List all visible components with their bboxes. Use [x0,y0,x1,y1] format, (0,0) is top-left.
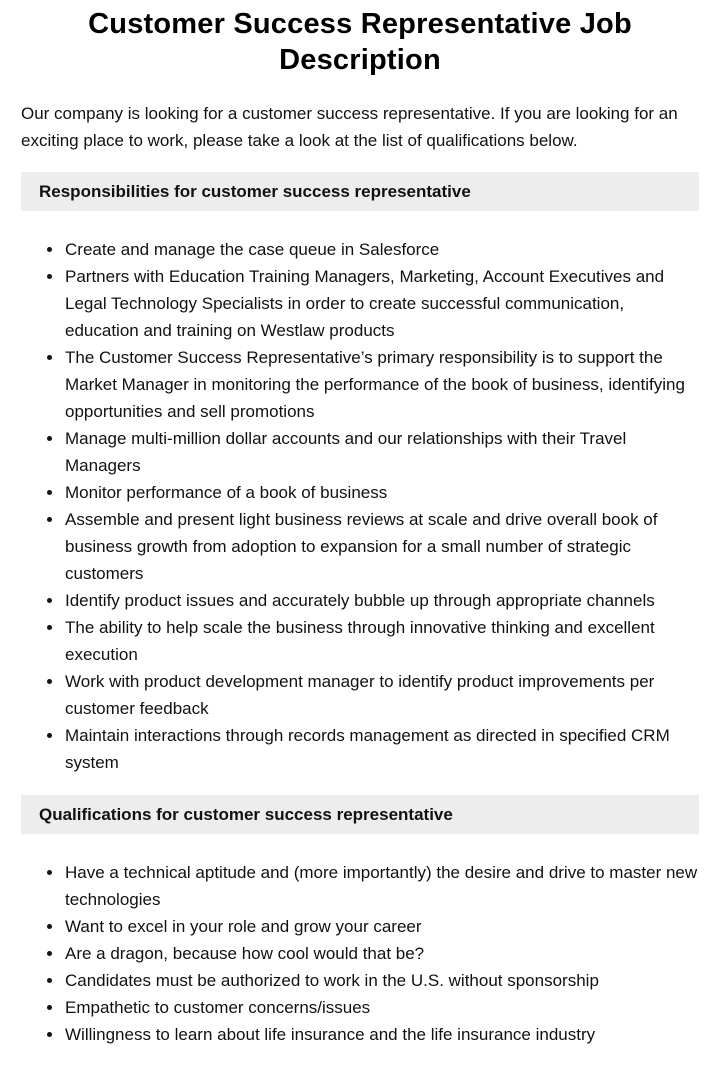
section-heading: Qualifications for customer success representative [21,795,699,834]
section-qualifications [21,795,699,1048]
list-item: • Work with product development manager to identify product improvements per customer feedback [64,668,699,722]
list-item: • Empathetic to customer concerns/issues [64,994,699,1021]
job-description-page [0,6,720,1048]
list-item: • Maintain interactions through records management as directed in specified CRM system [64,722,699,776]
list-item: • Identify product issues and accurately bubble up through appropriate channels [64,587,699,614]
list-item: • Manage multi-million dollar accounts and our relationships with their Travel Managers [64,425,699,479]
list-item: • Monitor performance of a book of business [64,479,699,506]
page-title: Customer Success Representative Job Description [88,8,632,76]
bullet-list [21,859,699,1048]
list-item: • Partners with Education Training Managers, Marketing, Account Executives and Legal Technology Specialists in order to create successful communication, education and training on Westlaw products [64,263,699,344]
list-item: • Create and manage the case queue in Salesforce [64,236,699,263]
list-item: • Assemble and present light business reviews at scale and drive overall book of business growth from adoption to expansion for a small number of strategic customers [64,506,699,587]
list-item: • Candidates must be authorized to work in the U.S. without sponsorship [64,967,699,994]
section-responsibilities [21,172,699,776]
list-item: • Are a dragon, because how cool would that be? [64,940,699,967]
list-item: • Willingness to learn about life insurance and the life insurance industry [64,1021,699,1048]
sections-container [21,172,699,1048]
list-item: • The Customer Success Representative’s primary responsibility is to support the Market Manager in monitoring the performance of the book of business, identifying opportunities and sell promotions [64,344,699,425]
list-item: • The ability to help scale the business through innovative thinking and excellent execution [64,614,699,668]
bullet-list [21,236,699,776]
section-heading: Responsibilities for customer success representative [21,172,699,211]
list-item: • Want to excel in your role and grow your career [64,913,699,940]
list-item: • Have a technical aptitude and (more importantly) the desire and drive to master new technologies [64,859,699,913]
intro-paragraph: Our company is looking for a customer success representative. If you are looking for an exciting place to work, please take a look at the list of qualifications below. [21,104,678,150]
